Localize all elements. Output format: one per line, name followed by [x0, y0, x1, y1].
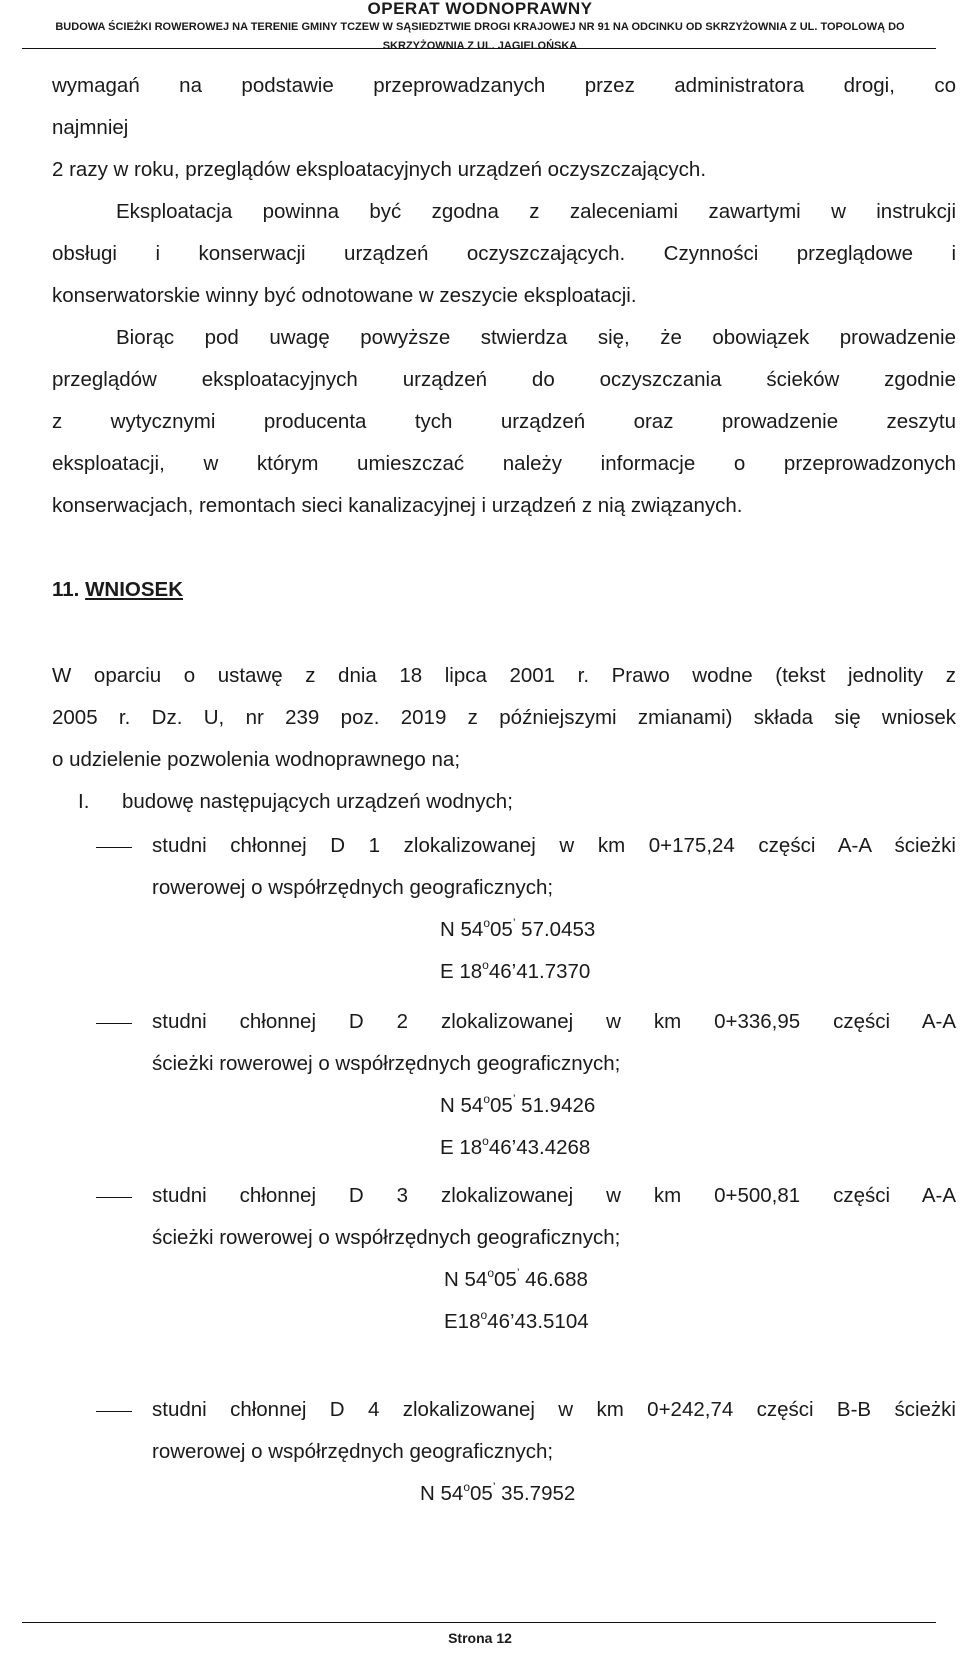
minute-mark: ’	[512, 916, 516, 930]
body-line: 2 razy w roku, przeglądów eksploatacyjnych urządzeń oczyszczających.	[52, 158, 707, 181]
dash-bullet	[96, 1411, 132, 1412]
body-line: z wytycznymi producenta tych urządzeń oraz prowadzenie zeszytu	[52, 410, 956, 433]
coord-minutes: 05	[470, 1482, 493, 1505]
footer-divider	[22, 1622, 936, 1623]
degree-mark: o	[482, 1134, 489, 1148]
well-line: ścieżki rowerowej o współrzędnych geograficznych;	[152, 1226, 621, 1249]
coord-seconds: 46.688	[519, 1268, 588, 1291]
coord-seconds: 57.0453	[515, 918, 596, 941]
coordinate-e	[444, 1310, 589, 1334]
header-divider	[22, 48, 936, 49]
degree-mark: o	[483, 1092, 490, 1106]
subtitle-line-1: BUDOWA ŚCIEŻKI ROWEROWEJ NA TERENIE GMINY TCZEW W SĄSIEDZTWIE DROGI KRAJOWEJ NR 91 NA ODCINKU OD SKRZYŻOWNIA Z UL. TOPOLOWĄ DO	[55, 21, 905, 33]
coord-degrees: N 54	[444, 1268, 488, 1291]
dash-bullet	[96, 847, 132, 848]
minute-mark: ’	[492, 1480, 496, 1494]
minute-mark: ’	[512, 1092, 516, 1106]
body-line: obsługi i konserwacji urządzeń oczyszczających. Czynności przeglądowe i	[52, 242, 956, 265]
degree-mark: o	[482, 958, 489, 972]
wniosek-line: W oparciu o ustawę z dnia 18 lipca 2001 r. Prawo wodne (tekst jednolity z	[52, 664, 956, 687]
well-line: studni chłonnej D 3 zlokalizowanej w km 0+500,81 części A-A	[152, 1184, 956, 1207]
section-number: 11.	[52, 578, 80, 601]
coord-minutes: 05	[494, 1268, 517, 1291]
body-line: przeglądów eksploatacyjnych urządzeń do oczyszczania ścieków zgodnie	[52, 368, 956, 391]
coordinate-n	[444, 1268, 588, 1292]
document-title: OPERAT WODNOPRAWNY	[367, 0, 593, 18]
well-line: rowerowej o współrzędnych geograficznych;	[152, 1440, 554, 1463]
coord-seconds: 35.7952	[495, 1482, 576, 1505]
degree-mark: o	[480, 1308, 488, 1322]
page-number: Strona 12	[448, 1630, 512, 1646]
document-subtitle	[0, 18, 960, 56]
coordinate-e	[440, 1136, 590, 1160]
dash-bullet	[96, 1023, 132, 1024]
degree-mark: o	[487, 1266, 494, 1280]
coord-degrees: N 54	[420, 1482, 464, 1505]
coord-seconds: 51.9426	[515, 1094, 596, 1117]
list-item-number: I.	[78, 790, 90, 813]
well-line: ścieżki rowerowej o współrzędnych geograficznych;	[152, 1052, 621, 1075]
section-title: WNIOSEK	[85, 578, 184, 601]
coordinate-n	[440, 918, 595, 942]
coord-rest: 46’41.7370	[488, 960, 591, 983]
body-line: Eksploatacja powinna być zgodna z zaleceniami zawartymi w instrukcji	[116, 200, 956, 223]
body-line: eksploatacji, w którym umieszczać należy informacje o przeprowadzonych	[52, 452, 956, 475]
coord-rest: 46’43.4268	[488, 1136, 591, 1159]
dash-bullet	[96, 1197, 132, 1198]
subtitle-line-2: SKRZYŻOWNIA Z UL. JAGIELOŃSKA	[382, 40, 578, 52]
body-line: Biorąc pod uwagę powyższe stwierdza się, że obowiązek prowadzenie	[116, 326, 956, 349]
coord-degrees: N 54	[440, 1094, 484, 1117]
well-line: studni chłonnej D 2 zlokalizowanej w km 0+336,95 części A-A	[152, 1010, 956, 1033]
degree-mark: o	[483, 916, 490, 930]
coord-degrees: N 54	[440, 918, 484, 941]
coordinate-e	[440, 960, 590, 984]
list-item-text: budowę następujących urządzeń wodnych;	[122, 790, 513, 813]
coordinate-n	[440, 1094, 595, 1118]
body-line: konserwatorskie winny być odnotowane w zeszycie eksploatacji.	[52, 284, 637, 307]
body-line: wymagań na podstawie przeprowadzanych przez administratora drogi, co	[52, 74, 956, 97]
coord-degrees: E18	[444, 1310, 481, 1333]
wniosek-line: o udzielenie pozwolenia wodnoprawnego na;	[52, 748, 461, 771]
well-line: studni chłonnej D 4 zlokalizowanej w km 0+242,74 części B-B ścieżki	[152, 1398, 956, 1421]
coordinate-n	[420, 1482, 575, 1506]
coord-minutes: 05	[490, 1094, 513, 1117]
coord-rest: 46’43.5104	[487, 1310, 589, 1333]
coord-degrees: E 18	[440, 1136, 483, 1159]
coord-degrees: E 18	[440, 960, 483, 983]
body-line: konserwacjach, remontach sieci kanalizacyjnej i urządzeń z nią związanych.	[52, 494, 743, 517]
degree-mark: o	[463, 1480, 470, 1494]
well-line: studni chłonnej D 1 zlokalizowanej w km 0+175,24 części A-A ścieżki	[152, 834, 956, 857]
wniosek-line: 2005 r. Dz. U, nr 239 poz. 2019 z późniejszymi zmianami) składa się wniosek	[52, 706, 956, 729]
well-line: rowerowej o współrzędnych geograficznych;	[152, 876, 554, 899]
section-heading	[52, 578, 183, 602]
minute-mark: ’	[516, 1266, 520, 1280]
coord-minutes: 05	[490, 918, 513, 941]
body-line: najmniej	[52, 116, 129, 139]
